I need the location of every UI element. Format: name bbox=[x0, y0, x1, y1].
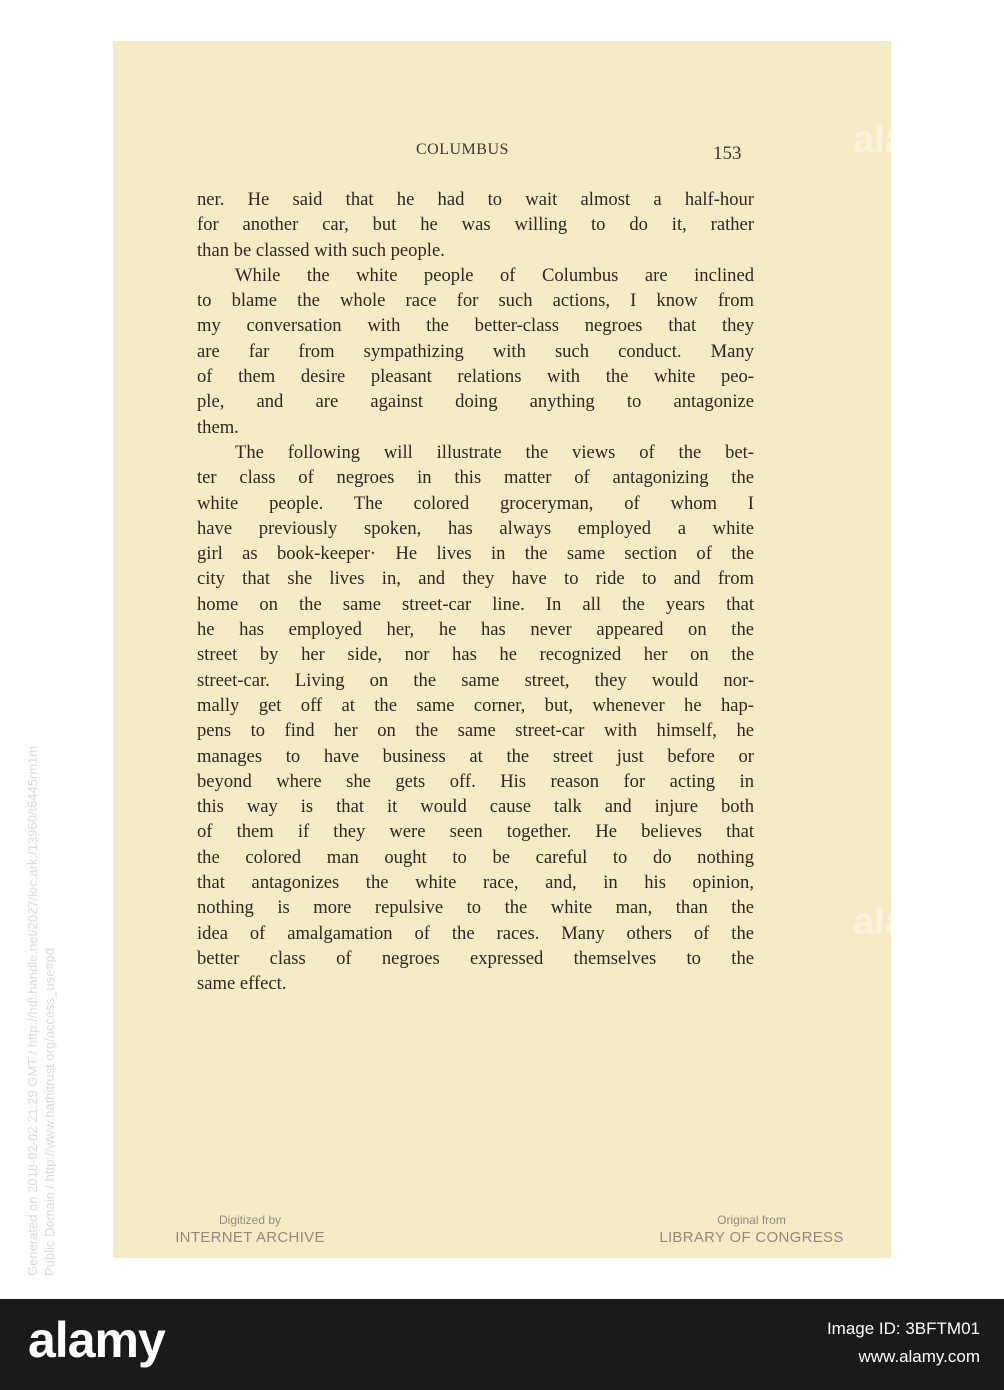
text-line: home on the same street-car line. In all the years that bbox=[197, 593, 754, 615]
text-line: better class of negroes expressed themselves to the bbox=[197, 947, 754, 969]
image-id-block bbox=[827, 1315, 980, 1371]
running-title: COLUMBUS bbox=[416, 141, 509, 158]
text-line: of them desire pleasant relations with the white peo- bbox=[197, 366, 754, 388]
text-line: nothing is more repulsive to the white man, than the bbox=[197, 897, 754, 919]
text-line: ter class of negroes in this matter of antagonizing the bbox=[197, 467, 754, 489]
image-id-label: Image ID: 3BFTM01 bbox=[826, 1319, 980, 1338]
text-line: white people. The colored groceryman, of whom I bbox=[197, 492, 754, 514]
text-line: mally get off at the same corner, but, whenever he hap- bbox=[197, 694, 754, 716]
text-line: are far from sympathizing with such conduct. Many bbox=[197, 340, 754, 362]
library-of-congress-label: LIBRARY OF CONGRESS bbox=[659, 1229, 844, 1246]
text-line: beyond where she gets off. His reason for acting in bbox=[197, 770, 754, 792]
text-line: have previously spoken, has always employed a white bbox=[197, 517, 754, 539]
text-line: idea of amalgamation of the races. Many others of the bbox=[197, 922, 754, 944]
text-line: that antagonizes the white race, and, in his opinion, bbox=[197, 872, 754, 894]
original-from-credit bbox=[649, 1212, 854, 1248]
text-line: girl as book-keeper· He lives in the same section of the bbox=[197, 543, 754, 565]
running-head bbox=[113, 139, 891, 169]
rights-stamp-line: Public Domain / http://www.hathitrust.org/access_use#pd bbox=[42, 947, 57, 1276]
text-line: street-car. Living on the same street, they would nor- bbox=[197, 669, 754, 691]
watermark-logo: alamy bbox=[853, 119, 961, 161]
text-line: The following will illustrate the views of the bet- bbox=[235, 441, 754, 463]
text-line: this way is that it would cause talk and injure both bbox=[197, 796, 754, 818]
page-number: 153 bbox=[713, 143, 742, 164]
watermark-logo: alamy bbox=[853, 901, 961, 943]
book-page bbox=[113, 41, 961, 1258]
text-line: my conversation with the better-class negroes that they bbox=[197, 315, 754, 337]
text-line: for another car, but he was willing to do it, rather bbox=[197, 214, 754, 236]
generation-stamp bbox=[24, 746, 58, 1276]
alamy-logo: alamy bbox=[28, 1312, 165, 1368]
text-line: than be classed with such people. bbox=[197, 239, 445, 261]
site-label: www.alamy.com bbox=[858, 1347, 980, 1366]
text-line: manages to have business at the street just before or bbox=[197, 745, 754, 767]
text-line: of them if they were seen together. He believes that bbox=[197, 821, 754, 843]
text-line: he has employed her, he has never appeared on the bbox=[197, 619, 754, 641]
text-line: pens to find her on the same street-car with himself, he bbox=[197, 720, 754, 742]
text-line: ner. He said that he had to wait almost a half-hour bbox=[197, 189, 754, 210]
text-line: street by her side, nor has he recognized her on the bbox=[197, 644, 754, 666]
internet-archive-label: INTERNET ARCHIVE bbox=[175, 1229, 325, 1246]
generation-stamp-line: Generated on 2018-02-02 21:29 GMT / http://hdl.handle.net/2027/loc.ark:/13960/t6445rm1m bbox=[25, 745, 40, 1276]
text-line: to blame the whole race for such actions, I know from bbox=[197, 290, 754, 312]
text-line: ple, and are against doing anything to antagonize bbox=[197, 391, 754, 413]
text-line: same effect. bbox=[197, 973, 287, 995]
text-line: them. bbox=[197, 416, 239, 438]
text-line: city that she lives in, and they have to ride to and from bbox=[197, 568, 754, 590]
text-line: While the white people of Columbus are inclined bbox=[235, 264, 754, 286]
digitized-by-credit bbox=[175, 1212, 325, 1248]
digitized-by-label: Digitized by bbox=[218, 1213, 282, 1227]
body-text bbox=[197, 187, 754, 997]
original-from-label: Original from bbox=[717, 1213, 786, 1227]
stock-footer-bar bbox=[0, 1299, 1004, 1390]
text-line: the colored man ought to be careful to do nothing bbox=[197, 846, 754, 868]
